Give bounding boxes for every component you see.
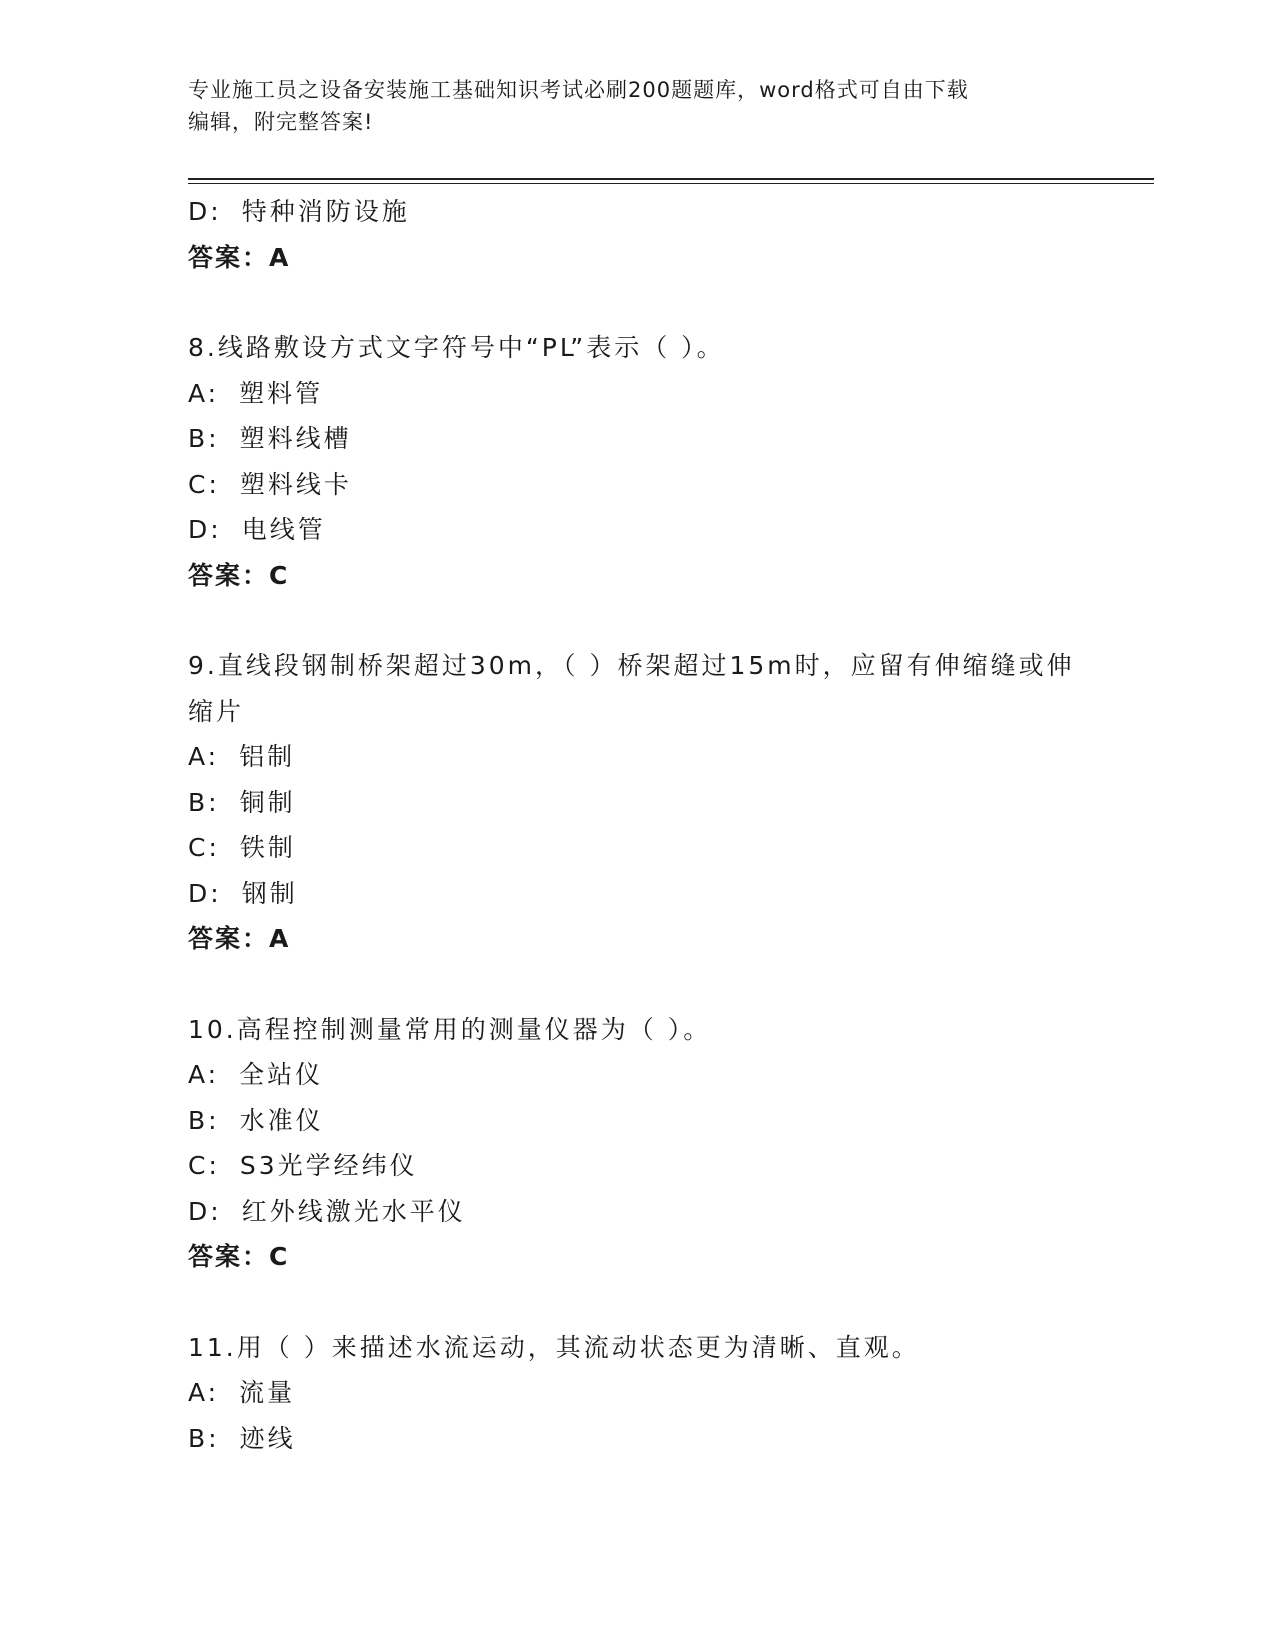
option-11-a: A: 流量 (188, 1378, 296, 1407)
answer-10: 答案：C (188, 1242, 290, 1271)
option-9-b: B: 铜制 (188, 787, 296, 817)
header-line-2: 编辑，附完整答案! (188, 110, 374, 134)
header-divider-thin (188, 183, 1154, 184)
question-10 (188, 1007, 1088, 1280)
question-list (188, 189, 1088, 1461)
question-8-title: 8.线路敷设方式文字符号中“PL”表示（ ）。 (188, 333, 725, 362)
option-10-a: A: 全站仪 (188, 1060, 324, 1089)
question-8 (188, 325, 1088, 598)
document-header (188, 74, 1088, 138)
answer-7: 答案：A (188, 242, 291, 272)
option-9-a: A: 铝制 (188, 742, 296, 771)
question-11 (188, 1325, 1088, 1462)
option-10-d: D: 红外线激光水平仪 (188, 1196, 466, 1226)
option-11-b: B: 迹线 (188, 1423, 296, 1453)
question-9-title: 9.直线段钢制桥架超过30m，（ ）桥架超过15m时，应留有伸缩缝或伸缩片 (188, 651, 1075, 726)
option-10-b: B: 水准仪 (188, 1105, 324, 1135)
option-9-c: C: 铁制 (188, 833, 296, 862)
option-8-b: B: 塑料线槽 (188, 424, 352, 453)
question-11-title: 11.用（ ）来描述水流运动，其流动状态更为清晰、直观。 (188, 1332, 920, 1362)
question-10-title: 10.高程控制测量常用的测量仪器为（ ）。 (188, 1014, 712, 1044)
header-divider-thick (188, 178, 1154, 180)
answer-8: 答案：C (188, 560, 290, 590)
option-9-d: D: 钢制 (188, 878, 298, 908)
question-9 (188, 643, 1088, 962)
answer-9: 答案：A (188, 924, 291, 953)
option-7-d: D: 特种消防设施 (188, 197, 410, 226)
option-8-d: D: 电线管 (188, 515, 326, 544)
option-10-c: C: S3光学经纬仪 (188, 1151, 418, 1180)
option-8-c: C: 塑料线卡 (188, 469, 352, 499)
question-7-continued (188, 189, 1088, 280)
option-8-a: A: 塑料管 (188, 378, 324, 408)
header-line-1: 专业施工员之设备安装施工基础知识考试必刷200题题库，word格式可自由下载 (188, 78, 969, 102)
